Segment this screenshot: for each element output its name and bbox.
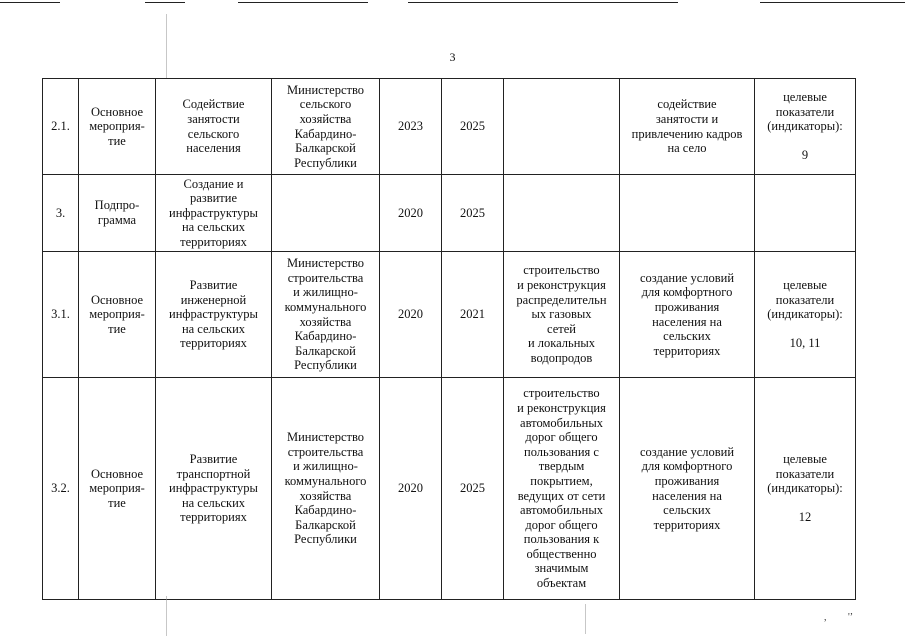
measure-name: Развитие транспортной инфраструктуры на сельских территориях	[156, 378, 272, 600]
end-year: 2025	[442, 79, 504, 175]
scan-rule	[238, 2, 368, 3]
start-year: 2020	[380, 378, 442, 600]
start-year: 2020	[380, 252, 442, 378]
row-number: 2.1.	[43, 79, 79, 175]
program-table	[42, 78, 856, 600]
scan-rule	[760, 2, 905, 3]
works-description	[504, 175, 620, 252]
scan-mark: ,	[824, 612, 827, 623]
expected-result: создание условий для комфортного проживания населения на сельских территориях	[620, 252, 755, 378]
measure-type: Основное мероприя- тие	[79, 378, 156, 600]
expected-result: содействие занятости и привлечению кадров на село	[620, 79, 755, 175]
measure-type: Подпро- грамма	[79, 175, 156, 252]
start-year: 2023	[380, 79, 442, 175]
expected-result	[620, 175, 755, 252]
measure-type: Основное мероприя- тие	[79, 79, 156, 175]
measure-name: Создание и развитие инфраструктуры на сельских территориях	[156, 175, 272, 252]
target-indicators	[755, 175, 856, 252]
scan-mark: '’	[848, 612, 854, 623]
table-row	[43, 252, 856, 378]
target-indicators: целевые показатели (индикаторы): 12	[755, 378, 856, 600]
table-row	[43, 378, 856, 600]
executor: Министерство сельского хозяйства Кабардино- Балкарской Республики	[272, 79, 380, 175]
row-number: 3.2.	[43, 378, 79, 600]
executor: Министерство строительства и жилищно- коммунального хозяйства Кабардино- Балкарской Республики	[272, 378, 380, 600]
page-number: 3	[449, 50, 456, 64]
row-number: 3.1.	[43, 252, 79, 378]
scan-rule	[0, 2, 60, 3]
scan-rule	[408, 2, 678, 3]
table-body	[43, 79, 856, 600]
measure-name: Содействие занятости сельского населения	[156, 79, 272, 175]
scan-line	[166, 596, 167, 636]
end-year: 2021	[442, 252, 504, 378]
expected-result: создание условий для комфортного проживания населения на сельских территориях	[620, 378, 755, 600]
executor: Министерство строительства и жилищно- коммунального хозяйства Кабардино- Балкарской Республики	[272, 252, 380, 378]
table-row	[43, 79, 856, 175]
scan-line	[585, 604, 586, 634]
works-description	[504, 79, 620, 175]
works-description: строительство и реконструкция распределительн ых газовых сетей и локальных водопродов	[504, 252, 620, 378]
works-description: строительство и реконструкция автомобильных дорог общего пользования с твердым покрытием, ведущих от сети автомобильных дорог общего пользования к общественно значимым объектам	[504, 378, 620, 600]
start-year: 2020	[380, 175, 442, 252]
scan-line	[166, 14, 167, 78]
end-year: 2025	[442, 378, 504, 600]
measure-type: Основное мероприя- тие	[79, 252, 156, 378]
table-row	[43, 175, 856, 252]
target-indicators: целевые показатели (индикаторы): 9	[755, 79, 856, 175]
executor	[272, 175, 380, 252]
row-number: 3.	[43, 175, 79, 252]
scan-rule	[145, 2, 185, 3]
measure-name: Развитие инженерной инфраструктуры на сельских территориях	[156, 252, 272, 378]
end-year: 2025	[442, 175, 504, 252]
target-indicators: целевые показатели (индикаторы): 10, 11	[755, 252, 856, 378]
